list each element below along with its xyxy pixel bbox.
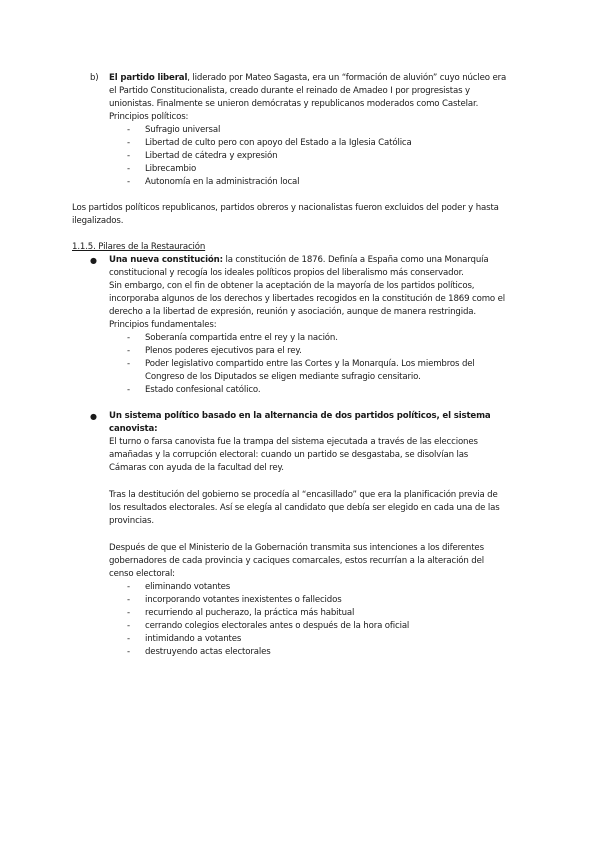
fraud-method: intimidando a votantes — [145, 634, 242, 644]
dash-marker: - — [127, 385, 131, 395]
liberal-title: El partido liberal — [109, 73, 188, 83]
liberal-principle: Libertad de cátedra y expresión — [145, 151, 278, 161]
bullet-icon: ● — [90, 412, 97, 421]
dash-marker: - — [127, 582, 131, 592]
constitution-line: Sin embargo, con el fin de obtener la aceptación de la mayoría de los partidos políticos, — [109, 281, 475, 291]
dash-marker: - — [127, 164, 131, 174]
constitution-line: constitucional y recogía los ideales políticos propios del liberalismo más conservador. — [109, 268, 464, 278]
dash-marker: - — [127, 125, 131, 135]
dash-marker: - — [127, 359, 131, 369]
turno-paragraph-line: El turno o farsa canovista fue la trampa del sistema ejecutada a través de las elecciones — [109, 437, 478, 447]
dash-marker: - — [127, 151, 131, 161]
liberal-intro: , liderado por Mateo Sagasta, era un “formación de aluvión” cuyo núcleo era — [187, 73, 507, 83]
dash-marker: - — [127, 138, 131, 148]
dash-marker: - — [127, 333, 131, 343]
fraud-method: eliminando votantes — [145, 582, 231, 592]
liberal-first-line — [109, 73, 506, 84]
dash-marker: - — [127, 595, 131, 605]
turno-title-line: Un sistema político basado en la alternancia de dos partidos políticos, el sistema — [109, 411, 491, 421]
constitution-principle: Estado confesional católico. — [145, 385, 261, 395]
bullet-icon: ● — [90, 256, 97, 265]
dash-marker: - — [127, 346, 131, 356]
encasillado-paragraph-line: los resultados electorales. Así se elegía al candidato que debía ser elegido en cada una de las — [109, 503, 500, 513]
section-heading: 1.1.5. Pilares de la Restauración — [72, 242, 206, 252]
dash-marker: - — [127, 647, 131, 657]
encasillado-paragraph-line: provincias. — [109, 516, 154, 526]
turno-paragraph-line: Cámaras con ayuda de la facultad del rey. — [109, 463, 284, 473]
constitution-line: derecho a la libertad de expresión, reunión y asociación, aunque de manera restringida. — [109, 307, 476, 317]
constitution-principle: Plenos poderes ejecutivos para el rey. — [145, 346, 302, 356]
fraud-method: cerrando colegios electorales antes o después de la hora oficial — [145, 621, 410, 631]
liberal-principles-label: Principios políticos: — [109, 112, 189, 122]
liberal-principle: Autonomía en la administración local — [145, 177, 300, 187]
list-marker-b: b) — [90, 73, 99, 83]
liberal-line: unionistas. Finalmente se unieron demócratas y republicanos moderados como Castelar. — [109, 99, 479, 109]
encasillado-paragraph-line: Tras la destitución del gobierno se procedía al “encasillado” que era la planificación previa de — [109, 490, 498, 500]
excluded-paragraph-line: Los partidos políticos republicanos, partidos obreros y nacionalistas fueron excluidos del poder y hasta — [72, 203, 499, 213]
gobernacion-paragraph-line: gobernadores de cada provincia y caciques comarcales, estos recurrían a la alteración del — [109, 556, 484, 566]
dash-marker: - — [127, 177, 131, 187]
liberal-principle: Librecambio — [145, 164, 197, 174]
constitution-principle: Poder legislativo compartido entre las Cortes y la Monarquía. Los miembros del — [145, 359, 475, 369]
gobernacion-paragraph-line: Después de que el Ministerio de la Gobernación transmita sus intenciones a los diferentes — [109, 543, 484, 553]
constitution-title: Una nueva constitución: — [109, 255, 223, 265]
constitution-intro: la constitución de 1876. Definía a España como una Monarquía — [222, 255, 489, 265]
liberal-principle: Sufragio universal — [145, 125, 221, 135]
fraud-method: incorporando votantes inexistentes o fallecidos — [145, 595, 342, 605]
turno-paragraph-line: amañadas y la corrupción electoral: cuando un partido se desgastaba, se disolvían las — [109, 450, 469, 460]
liberal-principle: Libertad de culto pero con apoyo del Estado a la Iglesia Católica — [145, 138, 412, 148]
constitution-line: incorporaba algunos de los derechos y libertades recogidos en la constitución de 1869 como el — [109, 294, 505, 304]
fraud-method: recurriendo al pucherazo, la práctica más habitual — [145, 608, 355, 618]
fraud-method: destruyendo actas electorales — [145, 647, 271, 657]
excluded-paragraph-line: ilegalizados. — [72, 216, 124, 226]
constitution-first-line — [109, 255, 489, 266]
constitution-principle-continued: Congreso de los Diputados se eligen mediante sufragio censitario. — [145, 372, 421, 382]
gobernacion-paragraph-line: censo electoral: — [109, 569, 175, 579]
dash-marker: - — [127, 608, 131, 618]
constitution-principles-label: Principios fundamentales: — [109, 320, 217, 330]
constitution-principle: Soberanía compartida entre el rey y la nación. — [145, 333, 338, 343]
dash-marker: - — [127, 621, 131, 631]
dash-marker: - — [127, 634, 131, 644]
turno-title-line: canovista: — [109, 424, 158, 434]
liberal-line: el Partido Constitucionalista, creado durante el reinado de Amadeo I por progresistas y — [109, 86, 470, 96]
